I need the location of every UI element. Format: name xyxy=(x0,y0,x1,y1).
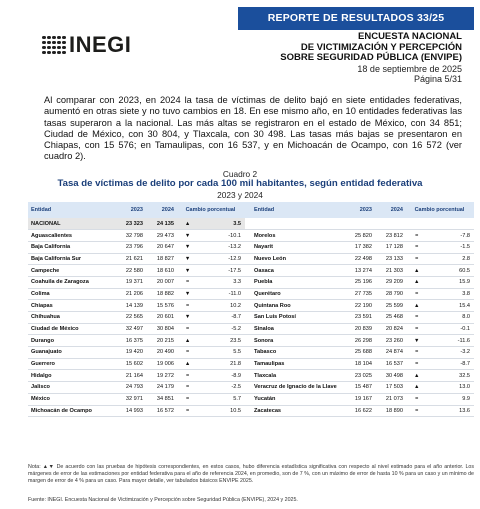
state-name-left: Colima xyxy=(28,288,114,300)
state-2024-left: 18 610 xyxy=(145,265,176,277)
state-change-left: 5.7 xyxy=(199,393,245,405)
state-change-right: 2.8 xyxy=(428,253,474,265)
header-line-1: ENCUESTA NACIONAL xyxy=(358,31,462,42)
survey-header xyxy=(280,32,462,85)
state-2024-left: 20 601 xyxy=(145,312,176,324)
state-change-left: 23.5 xyxy=(199,335,245,347)
change-indicator-icon: = xyxy=(405,253,428,265)
state-2024-right: 17 503 xyxy=(374,382,405,394)
state-2023-left: 21 164 xyxy=(114,370,145,382)
state-change-right: 32.5 xyxy=(428,370,474,382)
change-indicator-icon: = xyxy=(405,241,428,253)
state-2024-right: 28 790 xyxy=(374,288,405,300)
state-change-right: -7.8 xyxy=(428,230,474,242)
state-change-left: -5.2 xyxy=(199,323,245,335)
state-name-left: Jalisco xyxy=(28,382,114,394)
state-2023-right: 26 298 xyxy=(343,335,374,347)
change-indicator-icon: = xyxy=(176,405,199,417)
header-page: Página 5/31 xyxy=(413,74,462,84)
state-2024-right: 20 824 xyxy=(374,323,405,335)
state-2024-left: 30 804 xyxy=(145,323,176,335)
state-2024-right: 25 599 xyxy=(374,300,405,312)
state-2023-right: 27 735 xyxy=(343,288,374,300)
state-2023-left: 21 621 xyxy=(114,253,145,265)
state-name-left: Guerrero xyxy=(28,358,114,370)
state-2023-right: 15 487 xyxy=(343,382,374,394)
state-name-right: Yucatán xyxy=(251,393,343,405)
state-change-right: 15.9 xyxy=(428,276,474,288)
state-2024-left: 19 006 xyxy=(145,358,176,370)
state-2023-right: 13 274 xyxy=(343,265,374,277)
table-row xyxy=(28,370,474,382)
state-2024-left: 16 572 xyxy=(145,405,176,417)
state-change-right: 13.0 xyxy=(428,382,474,394)
change-indicator-icon: = xyxy=(176,370,199,382)
state-name-right: Quintana Roo xyxy=(251,300,343,312)
change-indicator-icon: ▼ xyxy=(176,265,199,277)
state-2024-right: 30 498 xyxy=(374,370,405,382)
state-change-left: 5.5 xyxy=(199,347,245,359)
state-2023-left: 23 796 xyxy=(114,241,145,253)
change-indicator-icon: = xyxy=(176,300,199,312)
state-name-left: Durango xyxy=(28,335,114,347)
change-indicator-icon: = xyxy=(405,288,428,300)
table-row xyxy=(28,405,474,417)
state-change-right: 9.9 xyxy=(428,393,474,405)
state-2024-right: 16 537 xyxy=(374,358,405,370)
change-indicator-icon: ▼ xyxy=(176,253,199,265)
state-name-left: Campeche xyxy=(28,265,114,277)
col-cambio-left: Cambio porcentual xyxy=(176,202,245,218)
state-name-right: Zacatecas xyxy=(251,405,343,417)
table-header-row xyxy=(28,202,474,218)
state-2024-right: 25 468 xyxy=(374,312,405,324)
state-2024-left: 19 272 xyxy=(145,370,176,382)
state-change-left: -12.9 xyxy=(199,253,245,265)
state-change-left: -2.5 xyxy=(199,382,245,394)
state-2023-left: 19 371 xyxy=(114,276,145,288)
state-2023-left: 32 971 xyxy=(114,393,145,405)
table-row xyxy=(28,230,474,242)
state-name-right: Tabasco xyxy=(251,347,343,359)
state-name-left: Baja California Sur xyxy=(28,253,114,265)
state-2023-left: 14 139 xyxy=(114,300,145,312)
national-2023: 23 323 xyxy=(114,218,145,230)
table-row xyxy=(28,347,474,359)
change-indicator-icon: ▼ xyxy=(176,288,199,300)
state-2023-right: 19 167 xyxy=(343,393,374,405)
table-row xyxy=(28,265,474,277)
state-2023-right: 18 104 xyxy=(343,358,374,370)
state-change-right: 13.6 xyxy=(428,405,474,417)
header-date: 18 de septiembre de 2025 xyxy=(357,63,462,74)
national-name: NACIONAL xyxy=(28,218,114,230)
state-2023-right: 25 196 xyxy=(343,276,374,288)
state-2023-left: 22 580 xyxy=(114,265,145,277)
state-2023-right: 25 820 xyxy=(343,230,374,242)
state-change-right: 15.4 xyxy=(428,300,474,312)
col-2023-right: 2023 xyxy=(343,202,374,218)
change-indicator-icon: = xyxy=(405,347,428,359)
table-row xyxy=(28,312,474,324)
state-2024-left: 34 851 xyxy=(145,393,176,405)
state-name-left: Coahuila de Zaragoza xyxy=(28,276,114,288)
state-2024-left: 20 215 xyxy=(145,335,176,347)
state-2023-left: 32 798 xyxy=(114,230,145,242)
state-2024-right: 24 874 xyxy=(374,347,405,359)
state-change-left: -8.7 xyxy=(199,312,245,324)
state-2024-left: 29 473 xyxy=(145,230,176,242)
state-change-left: -8.9 xyxy=(199,370,245,382)
change-indicator-icon: = xyxy=(405,230,428,242)
change-indicator-icon: = xyxy=(405,393,428,405)
state-2024-left: 20 490 xyxy=(145,347,176,359)
state-2024-left: 20 647 xyxy=(145,241,176,253)
national-change: 3.5 xyxy=(199,218,245,230)
state-change-right: -11.6 xyxy=(428,335,474,347)
header-line-2: DE VICTIMIZACIÓN Y PERCEPCIÓN xyxy=(300,41,462,53)
state-change-left: 10.5 xyxy=(199,405,245,417)
table-row xyxy=(28,323,474,335)
table-label: Cuadro 2 xyxy=(222,169,258,179)
state-2023-left: 21 206 xyxy=(114,288,145,300)
state-2023-right: 20 839 xyxy=(343,323,374,335)
table-row xyxy=(28,358,474,370)
state-name-right: Sinaloa xyxy=(251,323,343,335)
state-2024-left: 24 179 xyxy=(145,382,176,394)
table-row xyxy=(28,276,474,288)
state-change-right: 8.0 xyxy=(428,312,474,324)
change-indicator-icon: = xyxy=(176,382,199,394)
col-2023-left: 2023 xyxy=(114,202,145,218)
state-change-right: 60.5 xyxy=(428,265,474,277)
state-2024-left: 18 882 xyxy=(145,288,176,300)
state-2023-right: 23 591 xyxy=(343,312,374,324)
state-2024-right: 29 209 xyxy=(374,276,405,288)
change-indicator-icon: = xyxy=(405,323,428,335)
state-change-right: -3.2 xyxy=(428,347,474,359)
national-change-icon: ▲ xyxy=(176,218,199,230)
state-change-left: -13.2 xyxy=(199,241,245,253)
state-2023-right: 22 498 xyxy=(343,253,374,265)
state-2024-right: 17 128 xyxy=(374,241,405,253)
state-name-right: San Luis Potosí xyxy=(251,312,343,324)
state-name-left: Chihuahua xyxy=(28,312,114,324)
table-years: 2023 y 2024 xyxy=(217,190,263,200)
change-indicator-icon: ▼ xyxy=(405,335,428,347)
change-indicator-icon: ▼ xyxy=(176,312,199,324)
change-indicator-icon: = xyxy=(176,393,199,405)
col-2024-left: 2024 xyxy=(145,202,176,218)
state-2023-right: 25 688 xyxy=(343,347,374,359)
state-name-left: Chiapas xyxy=(28,300,114,312)
table-row xyxy=(28,300,474,312)
victims-rate-table xyxy=(28,202,474,417)
change-indicator-icon: = xyxy=(176,347,199,359)
col-entidad-left: Entidad xyxy=(28,202,114,218)
state-name-right: Tamaulipas xyxy=(251,358,343,370)
state-name-left: Ciudad de México xyxy=(28,323,114,335)
state-name-right: Sonora xyxy=(251,335,343,347)
state-name-right: Puebla xyxy=(251,276,343,288)
change-indicator-icon: ▲ xyxy=(405,276,428,288)
state-name-left: México xyxy=(28,393,114,405)
state-change-right: 3.8 xyxy=(428,288,474,300)
inegi-dots-icon xyxy=(42,36,66,55)
table-title: Tasa de víctimas de delito por cada 100 mil habitantes, según entidad federativa xyxy=(57,178,423,189)
state-name-right: Querétaro xyxy=(251,288,343,300)
state-2023-left: 22 565 xyxy=(114,312,145,324)
change-indicator-icon: ▲ xyxy=(405,300,428,312)
state-name-right: Nuevo León xyxy=(251,253,343,265)
state-2023-right: 22 190 xyxy=(343,300,374,312)
table-source: Fuente: INEGI. Encuesta Nacional de Victimización y Percepción sobre Seguridad Pública (ENVIPE), 2024 y 2025. xyxy=(28,497,298,503)
table-note: Nota: ▲▼ De acuerdo con las pruebas de hipótesis correspondientes, en estos casos, hubo diferencia estadística significativa con respecto al nivel estimado para el año anterior. Los márgenes de error de las estimaciones por entidad federativa para el año de referencia 2024, en promedio, son de 7 %, con un máximo de error de hasta 10 % para un caso y un mínimo de margen de error de 4 % para un caso. Para mayor detalle, ver tabulados básicos ENVIPE 2025. xyxy=(28,464,474,484)
state-2023-right: 17 382 xyxy=(343,241,374,253)
state-2024-right: 23 260 xyxy=(374,335,405,347)
change-indicator-icon: = xyxy=(405,358,428,370)
national-row xyxy=(28,218,474,230)
inegi-logo xyxy=(42,33,131,57)
state-change-left: 3.3 xyxy=(199,276,245,288)
state-2023-left: 16 375 xyxy=(114,335,145,347)
state-change-left: -11.0 xyxy=(199,288,245,300)
change-indicator-icon: ▲ xyxy=(405,370,428,382)
state-2023-left: 14 993 xyxy=(114,405,145,417)
change-indicator-icon: ▼ xyxy=(176,230,199,242)
change-indicator-icon: ▲ xyxy=(405,265,428,277)
change-indicator-icon: = xyxy=(176,276,199,288)
table-row xyxy=(28,382,474,394)
change-indicator-icon: ▲ xyxy=(176,335,199,347)
state-2024-left: 20 007 xyxy=(145,276,176,288)
state-name-left: Aguascalientes xyxy=(28,230,114,242)
header-line-3: SOBRE SEGURIDAD PÚBLICA (ENVIPE) xyxy=(280,52,462,63)
state-2024-left: 15 576 xyxy=(145,300,176,312)
state-2023-left: 24 793 xyxy=(114,382,145,394)
national-empty xyxy=(251,218,474,230)
state-name-right: Morelos xyxy=(251,230,343,242)
change-indicator-icon: ▲ xyxy=(405,382,428,394)
state-2023-left: 19 420 xyxy=(114,347,145,359)
change-indicator-icon: = xyxy=(405,405,428,417)
change-indicator-icon: = xyxy=(405,312,428,324)
state-change-right: -8.7 xyxy=(428,358,474,370)
change-indicator-icon: ▲ xyxy=(176,358,199,370)
table-row xyxy=(28,393,474,405)
col-cambio-right: Cambio porcentual xyxy=(405,202,474,218)
state-change-left: 10.2 xyxy=(199,300,245,312)
change-indicator-icon: ▼ xyxy=(176,241,199,253)
state-2024-right: 21 073 xyxy=(374,393,405,405)
state-2024-right: 18 890 xyxy=(374,405,405,417)
national-2024: 24 135 xyxy=(145,218,176,230)
change-indicator-icon: = xyxy=(176,323,199,335)
state-name-right: Veracruz de Ignacio de la Llave xyxy=(251,382,343,394)
state-2024-left: 18 827 xyxy=(145,253,176,265)
state-change-right: -1.5 xyxy=(428,241,474,253)
intro-paragraph: Al comparar con 2023, en 2024 la tasa de víctimas de delito bajó en siete entidades federativas, aumentó en otras siete y no tuvo cambios en 18. En ese mismo año, en 10 entidades federativas las tasas superaron a la nacional. Las más altas se registraron en el estado de México, con 34 851; Ciudad de México, con 30 804, y Tlaxcala, con 30 498. Las tasas más bajas se presentaron en Chiapas, con 15 576; en Tamaulipas, con 16 537, y en Michoacán de Ocampo, con 16 572 (ver cuadro 2). xyxy=(44,95,462,162)
table-row xyxy=(28,253,474,265)
state-name-left: Baja California xyxy=(28,241,114,253)
logo-text: INEGI xyxy=(69,32,132,57)
state-change-left: 21.8 xyxy=(199,358,245,370)
state-2024-right: 21 303 xyxy=(374,265,405,277)
state-2024-right: 23 133 xyxy=(374,253,405,265)
state-name-right: Oaxaca xyxy=(251,265,343,277)
table-row xyxy=(28,241,474,253)
state-name-right: Tlaxcala xyxy=(251,370,343,382)
col-entidad-right: Entidad xyxy=(251,202,343,218)
state-2023-right: 16 622 xyxy=(343,405,374,417)
report-banner: REPORTE DE RESULTADOS 33/25 xyxy=(238,7,474,30)
col-2024-right: 2024 xyxy=(374,202,405,218)
state-change-left: -10.1 xyxy=(199,230,245,242)
state-name-left: Guanajuato xyxy=(28,347,114,359)
state-name-left: Michoacán de Ocampo xyxy=(28,405,114,417)
state-change-left: -17.5 xyxy=(199,265,245,277)
state-name-right: Nayarit xyxy=(251,241,343,253)
state-name-left: Hidalgo xyxy=(28,370,114,382)
table-row xyxy=(28,288,474,300)
state-change-right: -0.1 xyxy=(428,323,474,335)
state-2023-right: 23 025 xyxy=(343,370,374,382)
state-2024-right: 23 812 xyxy=(374,230,405,242)
state-2023-left: 32 497 xyxy=(114,323,145,335)
table-row xyxy=(28,335,474,347)
state-2023-left: 15 602 xyxy=(114,358,145,370)
